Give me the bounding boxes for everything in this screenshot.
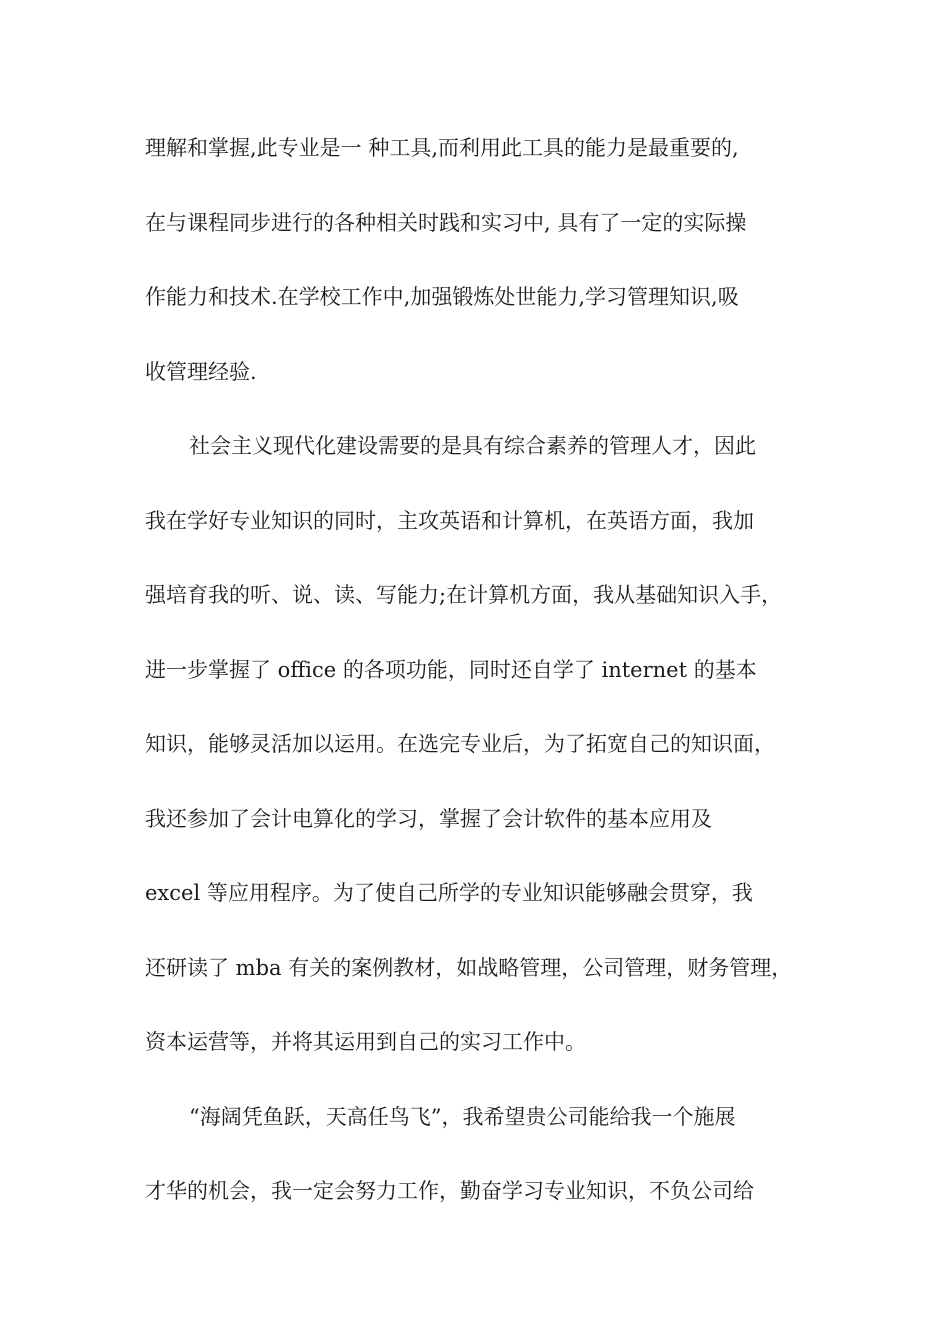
paragraph-line: 作能力和技术.在学校工作中,加强锻炼处世能力,学习管理知识,吸	[145, 285, 739, 309]
document-body	[145, 126, 815, 1244]
paragraph-line: 还研读了 mba 有关的案例教材，如战略管理，公司管理，财务管理，	[145, 955, 793, 980]
paragraph-line: 收管理经验.	[145, 359, 257, 384]
paragraph-line: 在与课程同步进行的各种相关时践和实习中, 具有了一定的实际操	[145, 210, 747, 235]
paragraph-line: 我在学好专业知识的同时，主攻英语和计算机，在英语方面，我加	[145, 508, 754, 533]
paragraph-line: 才华的机会，我一定会努力工作，勤奋学习专业知识，不负公司给	[145, 1179, 754, 1203]
paragraph-line: 强培育我的听、说、读、写能力;在计算机方面，我从基础知识入手，	[145, 583, 783, 607]
paragraph-line: 资本运营等，并将其运用到自己的实习工作中。	[145, 1030, 586, 1054]
paragraph-line: 进一步掌握了 office 的各项功能，同时还自学了 internet 的基本	[145, 657, 757, 682]
paragraph-line: 社会主义现代化建设需要的是具有综合素养的管理人才，因此	[189, 434, 756, 458]
paragraph-line: 我还参加了会计电算化的学习，掌握了会计软件的基本应用及	[145, 806, 712, 831]
paragraph-line: “海阔凭鱼跃，天高任鸟飞”，我希望贵公司能给我一个施展	[189, 1104, 736, 1129]
paragraph-line: 理解和掌握,此专业是一 种工具,而利用此工具的能力是最重要的,	[145, 136, 739, 160]
paragraph-line: excel 等应用程序。为了使自己所学的专业知识能够融会贯穿，我	[145, 881, 753, 905]
paragraph-line: 知识，能够灵活加以运用。在选完专业后，为了拓宽自己的知识面，	[145, 732, 775, 756]
